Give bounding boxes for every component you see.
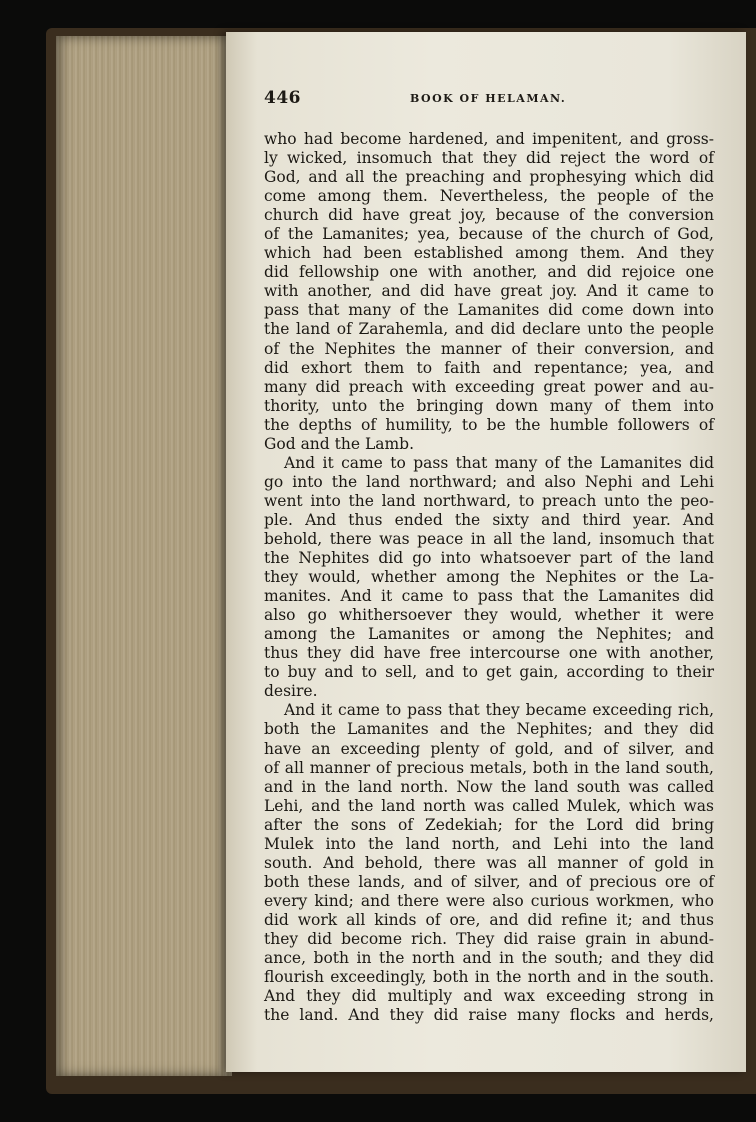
text-line: after the sons of Zedekiah; for the Lord did bring: [264, 815, 714, 834]
text-line: every kind; and there were also curious workmen, who: [264, 891, 714, 910]
text-line: went into the land northward, to preach unto the peo-: [264, 491, 714, 510]
text-line: And it came to pass that many of the Lamanites did: [284, 453, 714, 472]
text-line: with another, and did have great joy. And it came to: [264, 282, 714, 301]
text-line: God and the Lamb.: [264, 434, 415, 453]
text-line: did exhort them to faith and repentance; yea, and: [264, 358, 714, 377]
text-line: Lehi, and the land north was called Mulek, which was: [264, 796, 714, 815]
text-line: ance, both in the north and in the south; and they did: [264, 949, 714, 968]
text-line: thority, unto the bringing down many of them into: [264, 396, 714, 415]
text-line: pass that many of the Lamanites did come down into: [264, 301, 714, 320]
text-line: also go whithersoever they would, whether it were: [264, 606, 714, 625]
text-line: ple. And thus ended the sixty and third year. And: [264, 510, 714, 529]
text-line: ly wicked, insomuch that they did reject the word of: [264, 149, 714, 168]
text-line: behold, there was peace in all the land, insomuch that: [264, 529, 714, 548]
text-line: the depths of humility, to be the humble followers of: [264, 415, 714, 434]
text-line: of all manner of precious metals, both in the land south,: [264, 758, 714, 777]
page-fore-edge: [56, 36, 232, 1076]
text-line: they would, whether among the Nephites or the La-: [264, 568, 714, 587]
text-line: thus they did have free intercourse one with another,: [264, 644, 714, 663]
text-line: both the Lamanites and the Nephites; and they did: [264, 720, 714, 739]
text-line: did work all kinds of ore, and did refine it; and thus: [264, 910, 714, 929]
text-line: they did become rich. They did raise grain in abund-: [264, 929, 714, 948]
text-line: of the Lamanites; yea, because of the church of God,: [264, 225, 714, 244]
text-line: the land. And they did raise many flocks and herds,: [264, 1006, 714, 1025]
text-line: and in the land north. Now the land south was called: [264, 777, 714, 796]
text-line: And they did multiply and wax exceeding strong in: [264, 987, 714, 1006]
text-line: did fellowship one with another, and did rejoice one: [264, 263, 714, 282]
text-line: And it came to pass that they became exceeding rich,: [284, 701, 714, 720]
text-line: flourish exceedingly, both in the north and in the south.: [264, 968, 714, 987]
text-line: church did have great joy, because of the conversion: [264, 206, 714, 225]
text-line: the Nephites did go into whatsoever part of the land: [264, 549, 714, 568]
text-line: come among them. Nevertheless, the people of the: [264, 187, 714, 206]
running-title: BOOK OF HELAMAN.: [410, 92, 567, 105]
text-line: to buy and to sell, and to get gain, according to their: [264, 663, 714, 682]
text-line: south. And behold, there was all manner of gold in: [264, 853, 714, 872]
text-line: God, and all the preaching and prophesying which did: [264, 168, 714, 187]
text-line: which had been established among them. And they: [264, 244, 714, 263]
text-line: Mulek into the land north, and Lehi into the land: [264, 834, 714, 853]
page-header: [264, 88, 726, 112]
text-line: go into the land northward; and also Nephi and Lehi: [264, 472, 714, 491]
text-line: among the Lamanites or among the Nephites; and: [264, 625, 714, 644]
printed-page: [226, 32, 746, 1072]
text-line: manites. And it came to pass that the Lamanites did: [264, 587, 714, 606]
text-line: who had become hardened, and impenitent, and gross-: [264, 130, 714, 148]
body-text: [264, 130, 714, 1025]
text-line: both these lands, and of silver, and of precious ore of: [264, 872, 714, 891]
text-line: many did preach with exceeding great power and au-: [264, 377, 714, 396]
text-line: desire.: [264, 682, 318, 701]
page-number: 446: [264, 88, 301, 108]
text-line: of the Nephites the manner of their conversion, and: [264, 339, 714, 358]
text-line: have an exceeding plenty of gold, and of silver, and: [264, 739, 714, 758]
text-line: the land of Zarahemla, and did declare unto the people: [264, 320, 714, 339]
